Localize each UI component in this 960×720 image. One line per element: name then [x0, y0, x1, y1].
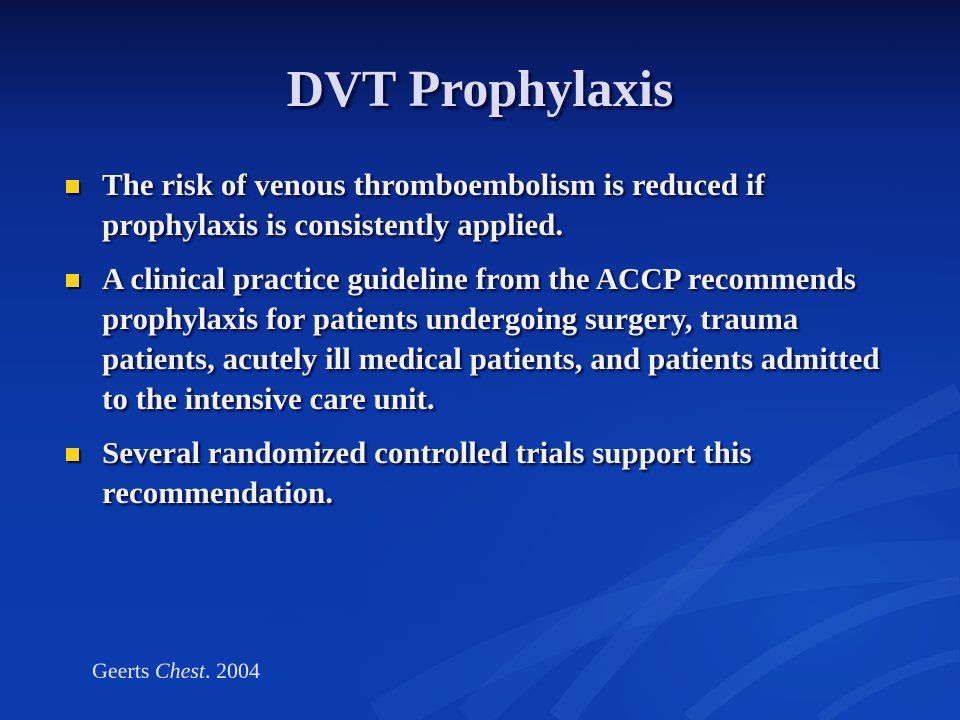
square-bullet-icon	[66, 180, 79, 193]
citation	[92, 657, 260, 685]
citation-author: Geerts	[92, 658, 155, 683]
bullet-item	[64, 433, 904, 513]
bullet-list	[64, 165, 904, 527]
citation-year: . 2004	[205, 658, 261, 683]
slide-title: DVT Prophylaxis	[286, 61, 674, 118]
bullet-item	[64, 165, 904, 245]
bullet-text: A clinical practice guideline from the ACCP recommends prophylaxis for patients undergoing surgery, trauma patients, acutely ill medical patients, and patients admitted to the intensive care unit.	[102, 261, 880, 416]
bullet-item	[64, 259, 904, 419]
citation-journal: Chest	[154, 658, 206, 683]
square-bullet-icon	[66, 448, 79, 461]
square-bullet-icon	[66, 274, 79, 287]
bullet-text: The risk of venous thromboembolism is reduced if prophylaxis is consistently applied.	[102, 167, 765, 242]
bullet-text: Several randomized controlled trials support this recommendation.	[102, 435, 752, 510]
